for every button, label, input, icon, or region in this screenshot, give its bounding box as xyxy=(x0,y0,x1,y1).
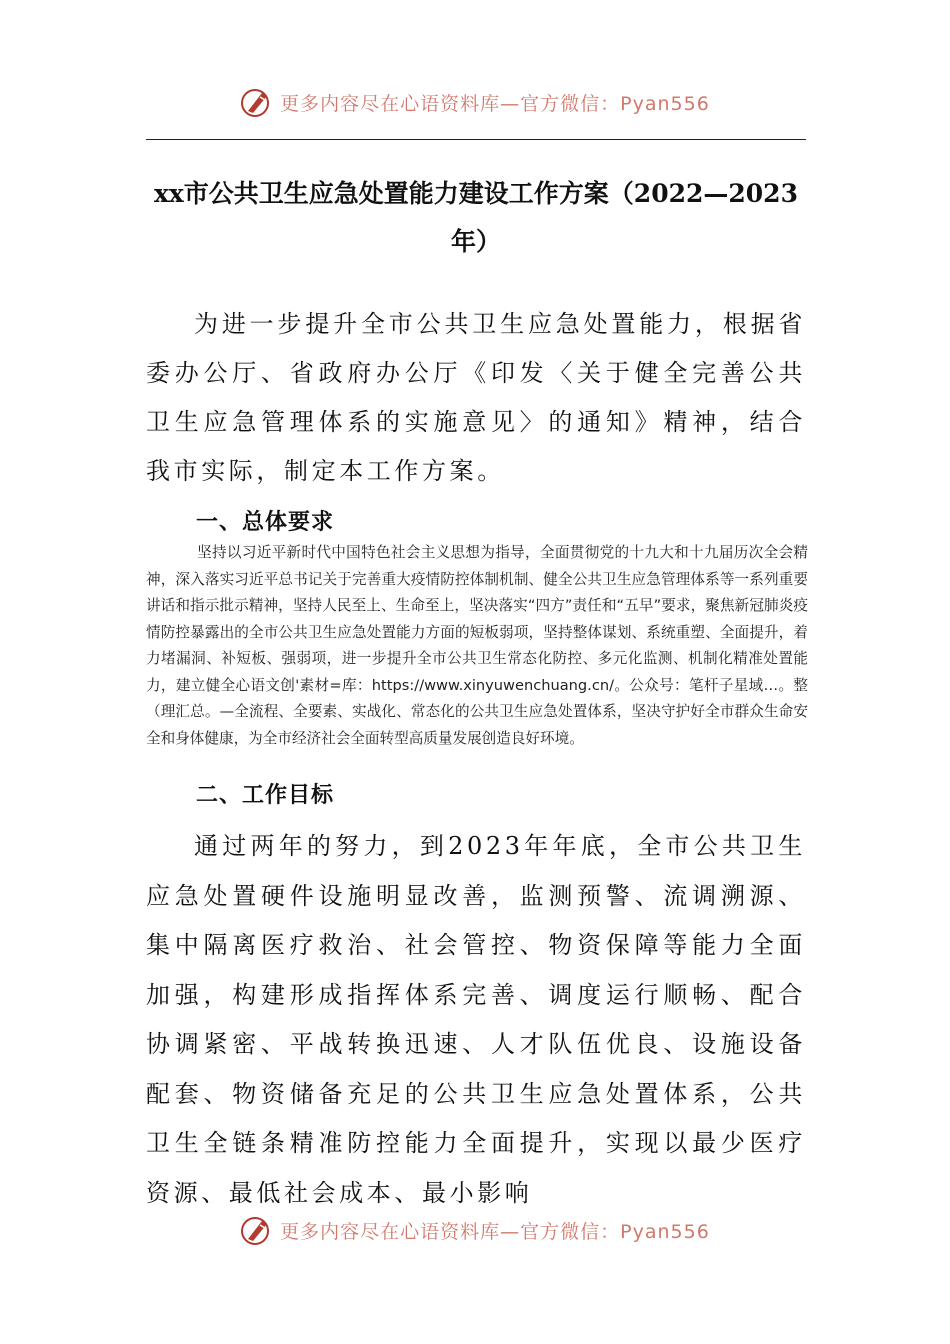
section-body-work-goals: 通过两年的努力，到2023年年底，全市公共卫生应急处置硬件设施明显改善，监测预警、流调溯源、集中隔离医疗救治、社会管控、物资保障等能力全面加强，构建形成指挥体系完善、调度运行顺畅、配合协调紧密、平战转换迅速、人才队伍优良、设施设备配套、物资储备充足的公共卫生应急处置体系，公共卫生全链条精准防控能力全面提升，实现以最少医疗资源、最低社会成本、最小影响 xyxy=(146,832,806,1207)
footer-banner xyxy=(0,1208,950,1252)
pen-nib-logo-icon xyxy=(240,85,274,119)
header-banner xyxy=(0,80,950,124)
section-body-overall-requirements: 坚持以习近平新时代中国特色社会主义思想为指导，全面贯彻党的十九大和十九届历次全会精神，深入落实习近平总书记关于完善重大疫情防控体制机制、健全公共卫生应急管理体系等一系列重要讲话和指示批示精神，坚持人民至上、生命至上，坚决落实“四方”责任和“五早”要求，聚焦新冠肺炎疫情防控暴露出的全市公共卫生应急处置能力方面的短板弱项，坚持整体谋划、系统重塑、全面提升，着力堵漏洞、补短板、强弱项，进一步提升全市公共卫生常态化防控、多元化监测、机制化精准处置能力，建立健全心语文创'素材=库：https://www.xinyuwenchuang.cn/。公众号：笔杆子星域…。整（理汇总。—全流程、全要素、实战化、常态化的公共卫生应急处置体系，坚决守护好全市群众生命安全和身体健康，为全市经济社会全面转型高质量发展创造良好环境。 xyxy=(146,544,808,747)
banner-text: 更多内容尽在心语资料库—官方微信：Pyan556 xyxy=(280,1220,710,1243)
section-heading-work-goals: 二、工作目标 xyxy=(196,783,335,808)
document-title: xx市公共卫生应急处置能力建设工作方案（2022—2023年） xyxy=(154,179,798,256)
header-divider xyxy=(146,139,806,140)
section-heading-overall-requirements: 一、总体要求 xyxy=(196,510,335,535)
banner-text: 更多内容尽在心语资料库—官方微信：Pyan556 xyxy=(280,92,710,115)
pen-nib-logo-icon xyxy=(240,1213,274,1247)
intro-paragraph: 为进一步提升全市公共卫生应急处置能力，根据省委办公厅、省政府办公厅《印发〈关于健全完善公共卫生应急管理体系的实施意见〉的通知》精神，结合我市实际，制定本工作方案。 xyxy=(146,310,806,485)
